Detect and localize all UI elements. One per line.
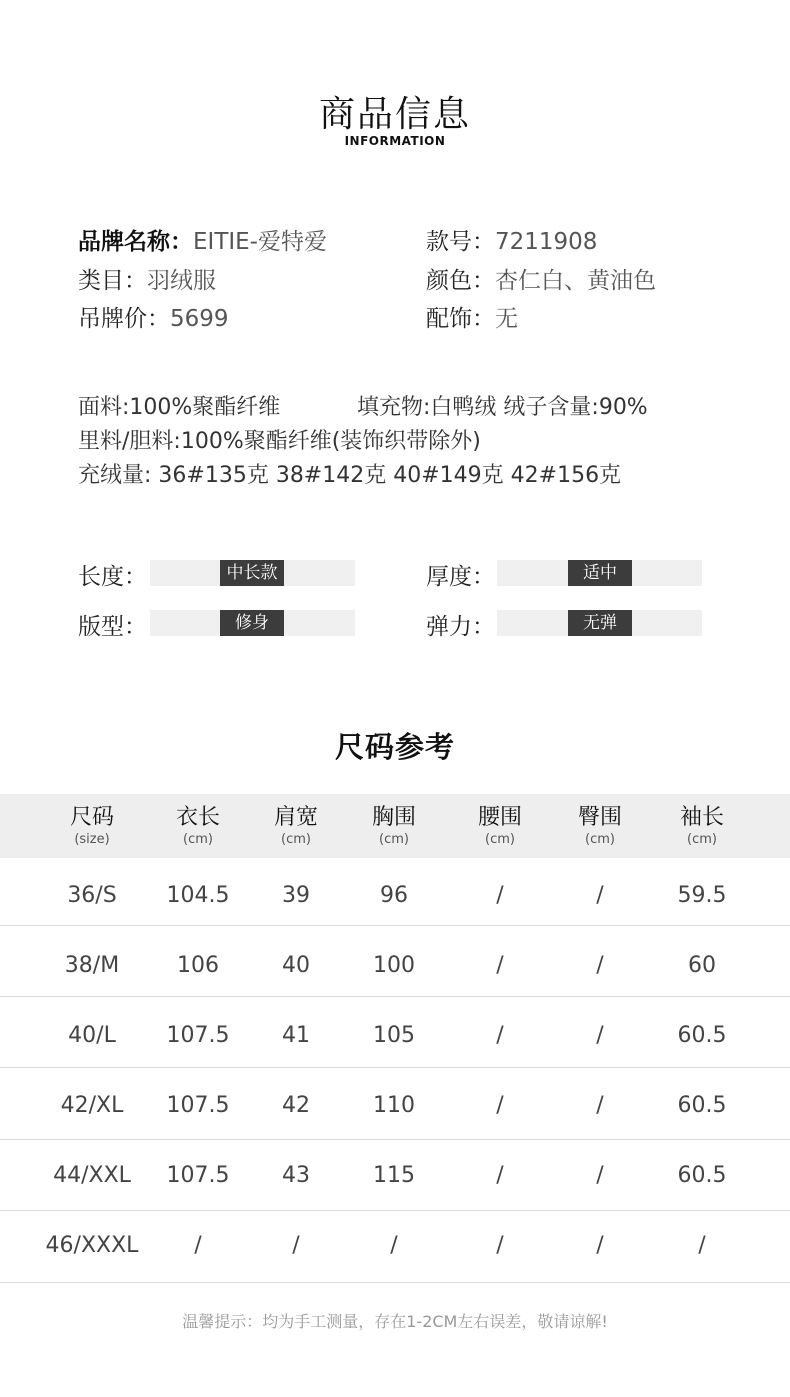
category-label: 类目： (78, 268, 147, 294)
price-row (78, 300, 229, 333)
color-row (426, 262, 656, 295)
header-chest-unit: (cm) (379, 832, 409, 847)
length-tag: 中长款 (220, 560, 284, 586)
header-waist (450, 804, 550, 848)
cell-hip: / (596, 1093, 604, 1118)
cell-shoulder: 41 (282, 1023, 310, 1048)
model-value: 7211908 (495, 229, 598, 255)
cell-shoulder: 42 (282, 1093, 310, 1118)
fit-tag: 修身 (220, 610, 284, 636)
cell-length: / (194, 1233, 202, 1258)
header-hip (550, 804, 650, 848)
cell-waist: / (496, 953, 504, 978)
header-chest-label: 胸围 (371, 805, 416, 830)
cell-waist: / (496, 1163, 504, 1188)
header-hip-label: 臀围 (577, 805, 622, 830)
accessory-value: 无 (495, 306, 518, 332)
down-weight-text: 充绒量: 36#135克 38#142克 40#149克 42#156克 (78, 463, 622, 488)
color-value: 杏仁白、黄油色 (495, 268, 656, 294)
model-row (426, 223, 597, 256)
cell-hip: / (596, 1023, 604, 1048)
accessory-row (426, 300, 518, 333)
header-sleeve-label: 袖长 (679, 805, 724, 830)
cell-length: 107.5 (166, 1023, 230, 1048)
cell-sleeve: 60.5 (677, 1023, 727, 1048)
header-shoulder-label: 肩宽 (273, 805, 318, 830)
table-row (0, 1140, 790, 1211)
cell-chest: 100 (373, 953, 415, 978)
cell-size: 46/XXXL (45, 1233, 139, 1258)
cell-waist: / (496, 1233, 504, 1258)
cell-chest: / (390, 1233, 398, 1258)
length-label: 长度： (78, 564, 147, 590)
header-length-label: 衣长 (175, 805, 220, 830)
cell-size: 36/S (67, 883, 117, 908)
lining-text: 里料/胆料:100%聚酯纤维(装饰织带除外) (78, 429, 481, 454)
row-divider (0, 1282, 790, 1283)
header-waist-unit: (cm) (485, 832, 515, 847)
elasticity-tag: 无弹 (568, 610, 632, 636)
header-length-unit: (cm) (183, 832, 213, 847)
row-divider (0, 996, 790, 997)
cell-shoulder: 39 (282, 883, 310, 908)
measurement-note: 温馨提示：均为手工测量，存在1-2CM左右误差，敬请谅解! (182, 1312, 608, 1331)
page-subtitle: INFORMATION (344, 134, 446, 148)
cell-chest: 115 (373, 1163, 415, 1188)
header-sleeve-unit: (cm) (687, 832, 717, 847)
table-row (0, 860, 790, 931)
header-size-label: 尺码 (69, 805, 114, 830)
brand-row (78, 223, 327, 256)
cell-size: 40/L (68, 1023, 116, 1048)
table-row (0, 1070, 790, 1141)
accessory-label: 配饰： (426, 306, 495, 332)
cell-hip: / (596, 1163, 604, 1188)
table-row (0, 930, 790, 1001)
header-shoulder (246, 804, 346, 848)
header-size-unit: (size) (74, 832, 110, 847)
category-row (78, 262, 216, 295)
model-label: 款号： (426, 229, 495, 255)
cell-sleeve: 60.5 (677, 1093, 727, 1118)
cell-chest: 110 (373, 1093, 415, 1118)
price-label: 吊牌价： (78, 306, 170, 332)
thickness-tag: 适中 (568, 560, 632, 586)
color-label: 颜色： (426, 268, 495, 294)
cell-sleeve: 59.5 (677, 883, 727, 908)
cell-chest: 96 (380, 883, 408, 908)
cell-size: 38/M (64, 953, 120, 978)
cell-length: 106 (177, 953, 219, 978)
header-waist-label: 腰围 (477, 805, 522, 830)
cell-length: 104.5 (166, 883, 230, 908)
header-hip-unit: (cm) (585, 832, 615, 847)
cell-shoulder: / (292, 1233, 300, 1258)
cell-hip: / (596, 883, 604, 908)
header-length (148, 804, 248, 848)
header-sleeve (652, 804, 752, 848)
header-chest (344, 804, 444, 848)
fit-label: 版型： (78, 614, 147, 640)
cell-waist: / (496, 1093, 504, 1118)
cell-shoulder: 43 (282, 1163, 310, 1188)
cell-waist: / (496, 883, 504, 908)
row-divider (0, 1067, 790, 1068)
thickness-label: 厚度： (426, 564, 495, 590)
cell-hip: / (596, 953, 604, 978)
page-title: 商品信息 (318, 94, 471, 135)
cell-length: 107.5 (166, 1093, 230, 1118)
table-row (0, 1210, 790, 1281)
header-shoulder-unit: (cm) (281, 832, 311, 847)
cell-waist: / (496, 1023, 504, 1048)
price-value: 5699 (170, 306, 229, 332)
cell-size: 44/XXL (53, 1163, 131, 1188)
cell-hip: / (596, 1233, 604, 1258)
row-divider (0, 925, 790, 926)
cell-chest: 105 (373, 1023, 415, 1048)
header-size (42, 804, 142, 848)
cell-sleeve: 60 (688, 953, 716, 978)
brand-value: EITIE-爱特爱 (193, 229, 327, 255)
cell-sleeve: / (698, 1233, 706, 1258)
category-value: 羽绒服 (147, 268, 216, 294)
size-table-header (0, 794, 790, 858)
table-row (0, 1000, 790, 1071)
elasticity-label: 弹力： (426, 614, 495, 640)
cell-size: 42/XL (60, 1093, 124, 1118)
brand-label: 品牌名称： (78, 229, 193, 255)
size-chart-title: 尺码参考 (334, 730, 455, 764)
cell-length: 107.5 (166, 1163, 230, 1188)
cell-sleeve: 60.5 (677, 1163, 727, 1188)
cell-shoulder: 40 (282, 953, 310, 978)
filling-text: 填充物:白鸭绒 绒子含量:90% (357, 395, 648, 420)
fabric-text: 面料:100%聚酯纤维 (78, 395, 281, 420)
